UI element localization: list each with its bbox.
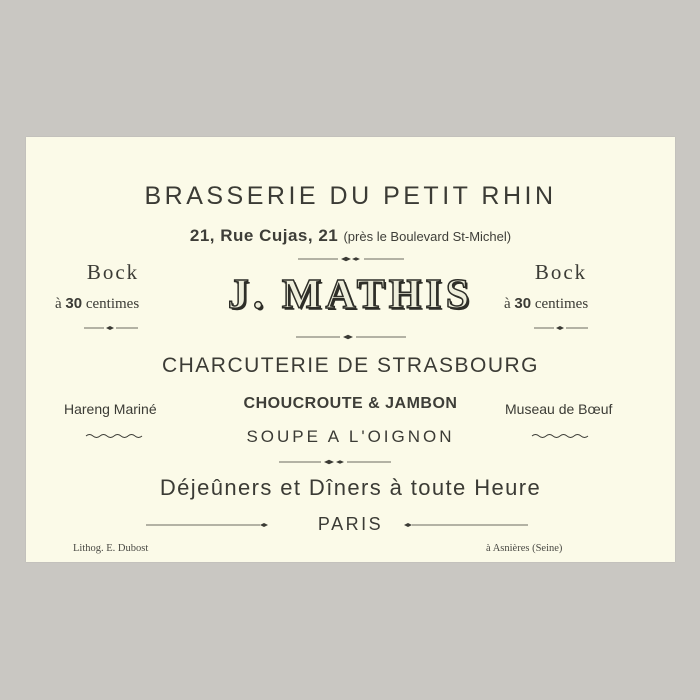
address-note: (près le Boulevard St-Michel) xyxy=(343,229,512,244)
ornament-bock-right xyxy=(534,325,588,331)
city-line: PARIS xyxy=(317,514,384,534)
left-item: Hareng Mariné xyxy=(64,401,157,417)
ornament-bock-left xyxy=(84,325,138,331)
bock-left-price: à 30 centimes xyxy=(55,295,140,312)
ornament-divider-top xyxy=(298,256,404,262)
ornament-divider-soup xyxy=(279,459,391,465)
bock-right-price: à 30 centimes xyxy=(504,295,589,312)
address-main: 21, Rue Cujas, 21 xyxy=(189,226,339,245)
card-title: BRASSERIE DU PETIT RHIN xyxy=(144,182,557,210)
bock-right-label: Bock xyxy=(534,260,588,284)
address-line xyxy=(26,226,675,246)
soup-line: SOUPE A L'OIGNON xyxy=(246,427,455,446)
bock-left-label: Bock xyxy=(86,260,140,284)
ornament-divider-name xyxy=(296,334,406,340)
printer-location: à Asnières (Seine) xyxy=(486,543,563,554)
specialty-line: CHARCUTERIE DE STRASBOURG xyxy=(161,354,540,377)
meals-line: Déjeûners et Dîners à toute Heure xyxy=(159,475,542,500)
ornament-rule-right xyxy=(404,522,528,528)
business-card xyxy=(26,137,675,562)
center-item: CHOUCROUTE & JAMBON xyxy=(243,395,458,412)
right-item: Museau de Bœuf xyxy=(505,401,613,417)
proprietor-name: J. MATHIS xyxy=(227,272,474,318)
printer-credit: Lithog. E. Dubost xyxy=(73,543,149,554)
